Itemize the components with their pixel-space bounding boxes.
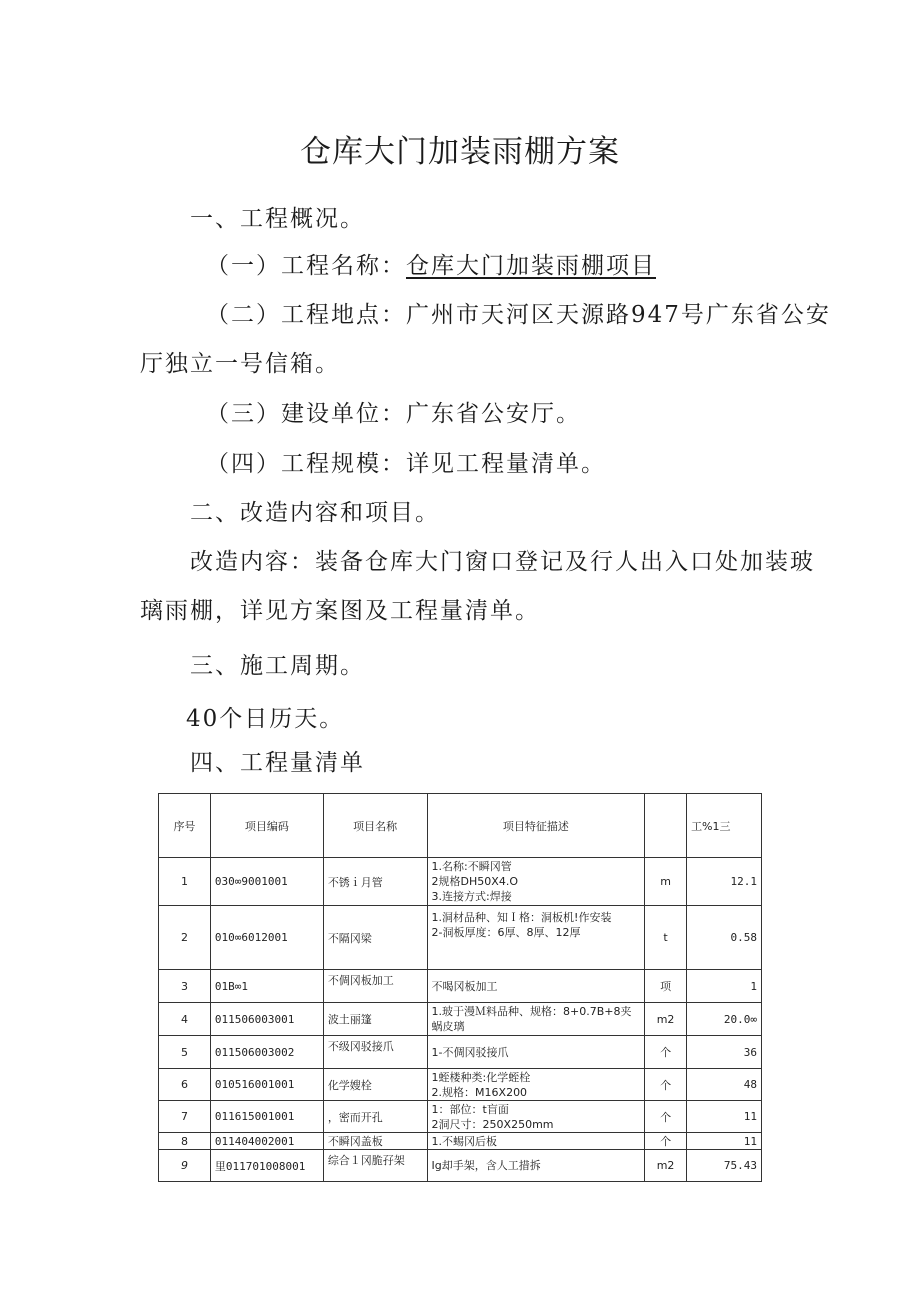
row-no: 6 [159, 1069, 211, 1101]
row-no: 1 [159, 858, 211, 906]
row-unit: m2 [645, 1003, 687, 1036]
row-no: 2 [159, 906, 211, 970]
header-unit [645, 794, 687, 858]
row-code: 010516001001 [210, 1069, 323, 1101]
table-row [159, 970, 762, 1003]
table-row [159, 1101, 762, 1133]
project-location-line1: （二）工程地点：广州市天河区天源路947号广东省公安 [206, 302, 831, 328]
row-name: ，密而开孔 [323, 1101, 427, 1133]
row-name: 不隔冈梁 [323, 906, 427, 970]
table-row [159, 1036, 762, 1069]
row-quantity: 20.0∞ [687, 1003, 762, 1036]
section-1-heading: 一、工程概况。 [190, 206, 365, 232]
row-quantity: 11 [687, 1133, 762, 1150]
row-description: 1.洞材品种、知Ｉ格：洞板机!作安装 2-洞板厚度：6厚、8厚、12厚 [427, 906, 645, 970]
row-description: 1.玻于漫Ｍ料品种、规格：8+0.7B+8夹 蜗皮璃 [427, 1003, 645, 1036]
project-location-line2: 厅独立一号信箱。 [140, 351, 340, 377]
section-2-heading: 二、改造内容和项目。 [190, 500, 440, 526]
row-name: 化学嫂栓 [323, 1069, 427, 1101]
table-header-row [159, 794, 762, 858]
row-unit: 项 [645, 970, 687, 1003]
row-name: 波土丽篷 [323, 1003, 427, 1036]
table-row [159, 1150, 762, 1182]
table-row [159, 906, 762, 970]
row-name: 不锈ｉ月管 [323, 858, 427, 906]
row-name: 不瞬冈盖板 [323, 1133, 427, 1150]
renovation-content-line2: 璃雨棚，详见方案图及工程量清单。 [140, 598, 540, 624]
header-code: 项目编码 [210, 794, 323, 858]
row-quantity: 1 [687, 970, 762, 1003]
row-no: 7 [159, 1101, 211, 1133]
row-unit: 个 [645, 1133, 687, 1150]
row-code: 01B∞1 [210, 970, 323, 1003]
row-unit: m2 [645, 1150, 687, 1182]
header-quantity: 工%1三 [687, 794, 762, 858]
row-quantity: 75.43 [687, 1150, 762, 1182]
table-row [159, 1133, 762, 1150]
table-row [159, 858, 762, 906]
row-unit: 个 [645, 1069, 687, 1101]
row-code: 011404002001 [210, 1133, 323, 1150]
row-name: 综合１冈脆孖架 [323, 1150, 427, 1182]
row-quantity: 11 [687, 1101, 762, 1133]
renovation-content-line1: 改造内容：装备仓库大门窗口登记及行人出入口处加装玻 [190, 549, 815, 575]
header-description: 项目特征描述 [427, 794, 645, 858]
project-scale: （四）工程规模：详见工程量清单。 [206, 451, 606, 477]
row-quantity: 48 [687, 1069, 762, 1101]
page-title: 仓库大门加装雨棚方案 [300, 134, 620, 170]
row-no: 3 [159, 970, 211, 1003]
row-code: 011506003001 [210, 1003, 323, 1036]
row-unit: t [645, 906, 687, 970]
row-no: 4 [159, 1003, 211, 1036]
row-unit: 个 [645, 1101, 687, 1133]
section-3-heading: 三、施工周期。 [190, 653, 365, 679]
row-no: 9 [159, 1150, 211, 1182]
row-description: 1-不倜冈驳接爪 [427, 1036, 645, 1069]
row-quantity: 36 [687, 1036, 762, 1069]
row-no: 5 [159, 1036, 211, 1069]
header-name: 项目名称 [323, 794, 427, 858]
row-name: 不倜冈板加工 [323, 970, 427, 1003]
row-code: 010∞6012001 [210, 906, 323, 970]
row-description: 1.不蜴冈后板 [427, 1133, 645, 1150]
row-name: 不级冈驳接爪 [323, 1036, 427, 1069]
project-name-line [206, 247, 656, 280]
table-row [159, 1069, 762, 1101]
row-code: 011506003002 [210, 1036, 323, 1069]
table-row [159, 1003, 762, 1036]
project-name-value: 仓库大门加装雨棚项目 [406, 253, 656, 279]
row-description: Ig却手架，含人工措拆 [427, 1150, 645, 1182]
bill-of-quantities-table [158, 793, 762, 1182]
construction-duration: 40个日历天。 [186, 706, 345, 732]
row-code: 里011701008001 [210, 1150, 323, 1182]
project-name-label: （一）工程名称： [206, 253, 406, 279]
row-unit: m [645, 858, 687, 906]
row-description: 1.名称:不瞬冈管 2规格DH50X4.O 3.连接方式:焊接 [427, 858, 645, 906]
row-quantity: 0.58 [687, 906, 762, 970]
header-no: 序号 [159, 794, 211, 858]
row-quantity: 12.1 [687, 858, 762, 906]
row-code: 030∞9001001 [210, 858, 323, 906]
row-description: 1：部位：t盲面 2洞尺寸：250X250mm [427, 1101, 645, 1133]
section-4-heading: 四、工程量清单 [190, 750, 365, 776]
row-unit: 个 [645, 1036, 687, 1069]
row-description: 不喝冈板加工 [427, 970, 645, 1003]
construction-unit: （三）建设单位：广东省公安厅。 [206, 401, 581, 427]
row-description: 1蛭楼种类:化学蛭栓 2.规格：M16X200 [427, 1069, 645, 1101]
row-no: 8 [159, 1133, 211, 1150]
row-code: 011615001001 [210, 1101, 323, 1133]
